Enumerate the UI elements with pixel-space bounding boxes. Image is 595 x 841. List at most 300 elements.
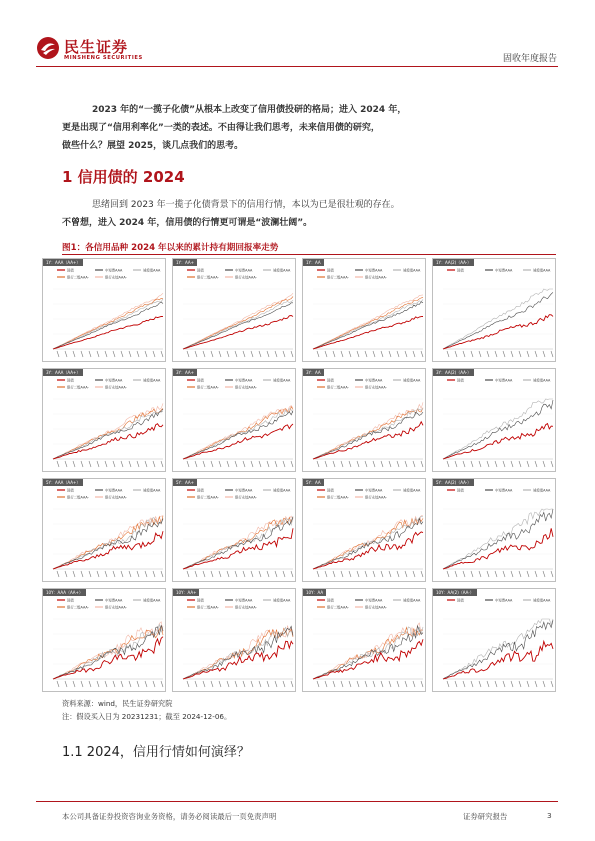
chart-panel bbox=[172, 588, 296, 692]
x-tick-mark bbox=[203, 681, 205, 687]
chart-panel-title: 10Y：AA(2)（AA-） bbox=[433, 589, 477, 596]
x-tick-mark bbox=[195, 351, 197, 357]
chart-panel bbox=[42, 258, 166, 362]
x-tick-mark bbox=[161, 461, 163, 467]
x-tick-mark bbox=[121, 351, 123, 357]
legend-label: 城投债AAA bbox=[533, 488, 551, 493]
legend-label: 银行永续AAA- bbox=[235, 275, 257, 280]
x-tick-mark bbox=[519, 461, 521, 467]
chart-panel bbox=[432, 588, 556, 692]
legend-label: 城投债AAA bbox=[143, 378, 161, 383]
x-tick-mark bbox=[267, 681, 269, 687]
series-line bbox=[183, 424, 293, 459]
legend-label: 国债 bbox=[327, 268, 334, 273]
series-line bbox=[183, 626, 293, 679]
x-tick-mark bbox=[291, 461, 293, 467]
x-tick-mark bbox=[471, 461, 473, 467]
x-tick-mark bbox=[397, 681, 399, 687]
legend-label: 城投债AAA bbox=[533, 598, 551, 603]
x-tick-mark bbox=[81, 461, 83, 467]
legend-label: 中短票AAA bbox=[235, 598, 253, 603]
x-tick-mark bbox=[283, 351, 285, 357]
x-tick-mark bbox=[251, 461, 253, 467]
legend-label: 中短票AAA bbox=[105, 378, 123, 383]
x-tick-mark bbox=[227, 681, 229, 687]
legend-label: 国债 bbox=[197, 378, 204, 383]
x-tick-mark bbox=[349, 681, 351, 687]
x-tick-mark bbox=[455, 681, 457, 687]
legend-label: 城投债AAA bbox=[403, 268, 421, 273]
chart-panel-plot bbox=[43, 259, 166, 362]
x-tick-mark bbox=[275, 571, 277, 577]
x-tick-mark bbox=[211, 681, 213, 687]
x-tick-mark bbox=[365, 571, 367, 577]
x-tick-mark bbox=[421, 461, 423, 467]
x-tick-mark bbox=[283, 461, 285, 467]
x-tick-mark bbox=[65, 571, 67, 577]
legend-label: 银行永续AAA- bbox=[365, 605, 387, 610]
legend-label: 中短票AAA bbox=[105, 598, 123, 603]
x-tick-mark bbox=[463, 461, 465, 467]
x-tick-mark bbox=[203, 571, 205, 577]
x-tick-mark bbox=[317, 461, 319, 467]
x-tick-mark bbox=[479, 571, 481, 577]
x-tick-mark bbox=[81, 571, 83, 577]
x-tick-mark bbox=[65, 351, 67, 357]
x-tick-mark bbox=[365, 461, 367, 467]
x-tick-mark bbox=[365, 351, 367, 357]
x-tick-mark bbox=[405, 571, 407, 577]
x-tick-mark bbox=[471, 351, 473, 357]
x-tick-mark bbox=[65, 681, 67, 687]
x-tick-mark bbox=[333, 571, 335, 577]
x-tick-mark bbox=[381, 571, 383, 577]
chart-panel bbox=[432, 478, 556, 582]
x-tick-mark bbox=[57, 351, 59, 357]
legend-label: 国债 bbox=[327, 598, 334, 603]
legend-label: 中短票AAA bbox=[365, 378, 383, 383]
x-tick-mark bbox=[389, 681, 391, 687]
legend-label: 银行永续AAA- bbox=[105, 495, 127, 500]
x-tick-mark bbox=[389, 571, 391, 577]
x-tick-mark bbox=[291, 351, 293, 357]
legend-label: 银行二级AAA- bbox=[327, 385, 349, 390]
x-tick-mark bbox=[519, 681, 521, 687]
series-line bbox=[53, 302, 163, 349]
chart-panel-title: 1Y：AAA（AA+） bbox=[43, 259, 83, 266]
x-tick-mark bbox=[317, 681, 319, 687]
legend-label: 中短票AAA bbox=[365, 598, 383, 603]
legend-label: 国债 bbox=[67, 598, 74, 603]
legend-label: 城投债AAA bbox=[403, 488, 421, 493]
footer-disclaimer: 本公司具备证券投资咨询业务资格，请务必阅读最后一页免责声明 bbox=[62, 812, 277, 821]
x-tick-mark bbox=[89, 461, 91, 467]
x-tick-mark bbox=[341, 571, 343, 577]
legend-label: 银行二级AAA- bbox=[67, 385, 89, 390]
logo-text-cn: 民生证券 bbox=[64, 38, 129, 56]
x-tick-mark bbox=[89, 351, 91, 357]
legend-label: 城投债AAA bbox=[533, 268, 551, 273]
footer-report-label: 证券研究报告 bbox=[463, 812, 508, 821]
x-tick-mark bbox=[421, 571, 423, 577]
x-tick-mark bbox=[511, 681, 513, 687]
series-line bbox=[313, 317, 423, 350]
x-tick-mark bbox=[153, 461, 155, 467]
x-tick-mark bbox=[227, 461, 229, 467]
x-tick-mark bbox=[137, 681, 139, 687]
chart-panel-title: 3Y：AAA（AA+） bbox=[43, 369, 83, 376]
x-tick-mark bbox=[283, 681, 285, 687]
legend-label: 城投债AAA bbox=[273, 268, 291, 273]
chart-panel-title: 1Y：AA bbox=[303, 259, 324, 266]
x-tick-mark bbox=[503, 351, 505, 357]
x-tick-mark bbox=[243, 681, 245, 687]
legend-label: 银行永续AAA- bbox=[105, 275, 127, 280]
legend-label: 中短票AAA bbox=[495, 598, 513, 603]
series-line bbox=[443, 528, 553, 569]
x-tick-mark bbox=[129, 681, 131, 687]
x-tick-mark bbox=[333, 461, 335, 467]
section-1-line-2: 不曾想，进入 2024 年，信用债的行情更可谓是“波澜壮阔”。 bbox=[62, 218, 313, 228]
legend-label: 国债 bbox=[327, 488, 334, 493]
series-line bbox=[313, 412, 423, 459]
series-line bbox=[183, 300, 293, 349]
x-tick-mark bbox=[405, 351, 407, 357]
x-tick-mark bbox=[235, 571, 237, 577]
x-tick-mark bbox=[195, 681, 197, 687]
legend-label: 银行二级AAA- bbox=[197, 495, 219, 500]
legend-label: 中短票AAA bbox=[235, 378, 253, 383]
x-tick-mark bbox=[463, 681, 465, 687]
figure-title-divider bbox=[62, 254, 556, 255]
x-tick-mark bbox=[495, 571, 497, 577]
x-tick-mark bbox=[73, 571, 75, 577]
x-tick-mark bbox=[471, 681, 473, 687]
chart-panel-title: 5Y：AA(2)（AA-） bbox=[433, 479, 474, 486]
x-tick-mark bbox=[195, 571, 197, 577]
x-tick-mark bbox=[137, 351, 139, 357]
x-tick-mark bbox=[463, 351, 465, 357]
x-tick-mark bbox=[219, 351, 221, 357]
legend-label: 国债 bbox=[457, 268, 464, 273]
x-tick-mark bbox=[535, 571, 537, 577]
series-line bbox=[313, 302, 423, 349]
x-tick-mark bbox=[405, 461, 407, 467]
legend-label: 国债 bbox=[67, 488, 74, 493]
figure-note: 注：假设买入日为 20231231；截至 2024-12-06。 bbox=[62, 712, 232, 721]
intro-line-1: 2023 年的“一揽子化债”从根本上改变了信用债投研的格局；进入 2024 年， bbox=[92, 105, 407, 115]
x-tick-mark bbox=[373, 571, 375, 577]
chart-panel-plot bbox=[433, 369, 556, 472]
chart-panel bbox=[42, 368, 166, 472]
x-tick-mark bbox=[381, 681, 383, 687]
chart-panel-title: 10Y：AAA（AA+） bbox=[43, 589, 86, 596]
chart-panel-title: 5Y：AA bbox=[303, 479, 324, 486]
x-tick-mark bbox=[357, 571, 359, 577]
chart-panel bbox=[42, 478, 166, 582]
x-tick-mark bbox=[97, 681, 99, 687]
x-tick-mark bbox=[357, 461, 359, 467]
chart-panel bbox=[432, 368, 556, 472]
legend-label: 城投债AAA bbox=[143, 268, 161, 273]
x-tick-mark bbox=[527, 571, 529, 577]
x-tick-mark bbox=[349, 461, 351, 467]
x-tick-mark bbox=[455, 461, 457, 467]
x-tick-mark bbox=[551, 461, 553, 467]
chart-panel bbox=[302, 258, 426, 362]
chart-panel-title: 5Y：AAA（AA+） bbox=[43, 479, 83, 486]
x-tick-mark bbox=[243, 351, 245, 357]
x-tick-mark bbox=[153, 351, 155, 357]
x-tick-mark bbox=[341, 681, 343, 687]
x-tick-mark bbox=[161, 571, 163, 577]
chart-panel bbox=[302, 368, 426, 472]
intro-line-3: 做些什么？展望 2025，谈几点我们的思考。 bbox=[62, 141, 244, 151]
x-tick-mark bbox=[161, 681, 163, 687]
x-tick-mark bbox=[341, 461, 343, 467]
legend-label: 城投债AAA bbox=[273, 378, 291, 383]
intro-paragraph bbox=[62, 101, 532, 155]
x-tick-mark bbox=[463, 571, 465, 577]
x-tick-mark bbox=[511, 571, 513, 577]
x-tick-mark bbox=[373, 681, 375, 687]
x-tick-mark bbox=[413, 461, 415, 467]
x-tick-mark bbox=[455, 571, 457, 577]
x-tick-mark bbox=[357, 681, 359, 687]
series-line bbox=[313, 299, 423, 349]
series-line bbox=[183, 627, 293, 679]
x-tick-mark bbox=[551, 571, 553, 577]
x-tick-mark bbox=[447, 681, 449, 687]
x-tick-mark bbox=[145, 461, 147, 467]
legend-label: 国债 bbox=[457, 598, 464, 603]
x-tick-mark bbox=[373, 461, 375, 467]
x-tick-mark bbox=[105, 571, 107, 577]
x-tick-mark bbox=[187, 571, 189, 577]
chart-panel-title: 5Y：AA+ bbox=[173, 479, 197, 486]
x-tick-mark bbox=[365, 681, 367, 687]
chart-panel-plot bbox=[303, 259, 426, 362]
x-tick-mark bbox=[405, 681, 407, 687]
x-tick-mark bbox=[97, 571, 99, 577]
x-tick-mark bbox=[195, 461, 197, 467]
chart-panel-title: 1Y：AA+ bbox=[173, 259, 197, 266]
x-tick-mark bbox=[187, 461, 189, 467]
x-tick-mark bbox=[397, 571, 399, 577]
x-tick-mark bbox=[349, 351, 351, 357]
x-tick-mark bbox=[535, 681, 537, 687]
series-line bbox=[443, 315, 553, 349]
x-tick-mark bbox=[259, 571, 261, 577]
x-tick-mark bbox=[145, 681, 147, 687]
x-tick-mark bbox=[227, 351, 229, 357]
x-tick-mark bbox=[503, 461, 505, 467]
legend-label: 国债 bbox=[197, 268, 204, 273]
x-tick-mark bbox=[57, 571, 59, 577]
x-tick-mark bbox=[535, 351, 537, 357]
series-line bbox=[313, 639, 423, 679]
x-tick-mark bbox=[487, 351, 489, 357]
series-line bbox=[313, 516, 423, 570]
legend-label: 银行永续AAA- bbox=[105, 385, 127, 390]
x-tick-mark bbox=[219, 571, 221, 577]
x-tick-mark bbox=[121, 681, 123, 687]
series-line bbox=[313, 518, 423, 569]
x-tick-mark bbox=[275, 351, 277, 357]
x-tick-mark bbox=[447, 351, 449, 357]
legend-label: 城投债AAA bbox=[143, 488, 161, 493]
x-tick-mark bbox=[511, 351, 513, 357]
page-number: 3 bbox=[547, 811, 552, 820]
legend-label: 国债 bbox=[457, 378, 464, 383]
legend-label: 城投债AAA bbox=[403, 378, 421, 383]
chart-panel-title: 10Y：AA+ bbox=[173, 589, 199, 596]
x-tick-mark bbox=[73, 461, 75, 467]
chart-panel-title: 1Y：AA(2)（AA-） bbox=[433, 259, 474, 266]
footer-divider bbox=[36, 801, 558, 802]
x-tick-mark bbox=[495, 681, 497, 687]
x-tick-mark bbox=[413, 351, 415, 357]
x-tick-mark bbox=[211, 351, 213, 357]
legend-label: 城投债AAA bbox=[403, 598, 421, 603]
legend-label: 中短票AAA bbox=[365, 488, 383, 493]
x-tick-mark bbox=[543, 681, 545, 687]
legend-label: 城投债AAA bbox=[273, 488, 291, 493]
series-line bbox=[183, 641, 293, 679]
x-tick-mark bbox=[317, 571, 319, 577]
x-tick-mark bbox=[487, 461, 489, 467]
x-tick-mark bbox=[187, 681, 189, 687]
x-tick-mark bbox=[551, 681, 553, 687]
legend-label: 银行永续AAA- bbox=[365, 385, 387, 390]
chart-panel-plot bbox=[303, 369, 426, 472]
x-tick-mark bbox=[479, 351, 481, 357]
legend-label: 银行二级AAA- bbox=[327, 275, 349, 280]
legend-label: 中短票AAA bbox=[105, 268, 123, 273]
legend-label: 银行永续AAA- bbox=[365, 275, 387, 280]
x-tick-mark bbox=[267, 461, 269, 467]
series-line bbox=[313, 402, 423, 459]
x-tick-mark bbox=[57, 681, 59, 687]
legend-label: 银行永续AAA- bbox=[235, 495, 257, 500]
chart-panel-plot bbox=[433, 479, 556, 582]
x-tick-mark bbox=[57, 461, 59, 467]
x-tick-mark bbox=[81, 681, 83, 687]
figure-title: 图1：各信用品种 2024 年以来的累计持有期回报率走势 bbox=[62, 243, 279, 253]
x-tick-mark bbox=[291, 571, 293, 577]
x-tick-mark bbox=[187, 351, 189, 357]
legend-label: 国债 bbox=[197, 488, 204, 493]
x-tick-mark bbox=[317, 351, 319, 357]
x-tick-mark bbox=[341, 351, 343, 357]
x-tick-mark bbox=[519, 571, 521, 577]
x-tick-mark bbox=[479, 681, 481, 687]
chart-panel-plot bbox=[173, 589, 296, 692]
x-tick-mark bbox=[211, 571, 213, 577]
x-tick-mark bbox=[105, 461, 107, 467]
x-tick-mark bbox=[105, 681, 107, 687]
legend-label: 中短票AAA bbox=[495, 488, 513, 493]
x-tick-mark bbox=[527, 681, 529, 687]
chart-panel bbox=[302, 478, 426, 582]
legend-label: 银行二级AAA- bbox=[197, 385, 219, 390]
x-tick-mark bbox=[267, 571, 269, 577]
x-tick-mark bbox=[153, 681, 155, 687]
x-tick-mark bbox=[283, 571, 285, 577]
legend-label: 银行二级AAA- bbox=[67, 275, 89, 280]
series-line bbox=[443, 292, 553, 349]
x-tick-mark bbox=[113, 681, 115, 687]
x-tick-mark bbox=[487, 571, 489, 577]
x-tick-mark bbox=[413, 571, 415, 577]
chart-panel-title: 10Y：AA bbox=[303, 589, 326, 596]
x-tick-mark bbox=[373, 351, 375, 357]
report-type-label: 固收年度报告 bbox=[502, 54, 557, 64]
x-tick-mark bbox=[145, 351, 147, 357]
x-tick-mark bbox=[495, 351, 497, 357]
x-tick-mark bbox=[113, 571, 115, 577]
x-tick-mark bbox=[389, 461, 391, 467]
chart-panel bbox=[302, 588, 426, 692]
chart-panel-plot bbox=[433, 589, 556, 692]
chart-panel-plot bbox=[173, 479, 296, 582]
x-tick-mark bbox=[421, 351, 423, 357]
series-line bbox=[313, 532, 423, 569]
chart-panel bbox=[172, 258, 296, 362]
series-line bbox=[183, 303, 293, 349]
chart-panel-title: 3Y：AA(2)（AA-） bbox=[433, 369, 474, 376]
x-tick-mark bbox=[235, 461, 237, 467]
x-tick-mark bbox=[129, 461, 131, 467]
legend-label: 银行二级AAA- bbox=[327, 605, 349, 610]
x-tick-mark bbox=[153, 571, 155, 577]
legend-label: 银行二级AAA- bbox=[197, 605, 219, 610]
series-line bbox=[183, 316, 293, 350]
x-tick-mark bbox=[219, 461, 221, 467]
legend-label: 中短票AAA bbox=[495, 378, 513, 383]
chart-panel bbox=[172, 368, 296, 472]
x-tick-mark bbox=[447, 571, 449, 577]
x-tick-mark bbox=[479, 461, 481, 467]
x-tick-mark bbox=[129, 571, 131, 577]
legend-label: 中短票AAA bbox=[105, 488, 123, 493]
chart-panel-title: 3Y：AA bbox=[303, 369, 324, 376]
x-tick-mark bbox=[421, 681, 423, 687]
legend-label: 银行永续AAA- bbox=[235, 385, 257, 390]
x-tick-mark bbox=[325, 351, 327, 357]
legend-label: 银行二级AAA- bbox=[67, 605, 89, 610]
x-tick-mark bbox=[97, 351, 99, 357]
x-tick-mark bbox=[89, 571, 91, 577]
x-tick-mark bbox=[487, 681, 489, 687]
x-tick-mark bbox=[357, 351, 359, 357]
x-tick-mark bbox=[121, 461, 123, 467]
x-tick-mark bbox=[235, 351, 237, 357]
x-tick-mark bbox=[211, 461, 213, 467]
x-tick-mark bbox=[503, 571, 505, 577]
legend-label: 城投债AAA bbox=[533, 378, 551, 383]
x-tick-mark bbox=[519, 351, 521, 357]
series-line bbox=[53, 531, 163, 569]
legend-label: 中短票AAA bbox=[495, 268, 513, 273]
x-tick-mark bbox=[251, 351, 253, 357]
x-tick-mark bbox=[325, 461, 327, 467]
legend-label: 国债 bbox=[67, 268, 74, 273]
series-line bbox=[313, 623, 423, 679]
x-tick-mark bbox=[105, 351, 107, 357]
x-tick-mark bbox=[259, 461, 261, 467]
x-tick-mark bbox=[251, 681, 253, 687]
